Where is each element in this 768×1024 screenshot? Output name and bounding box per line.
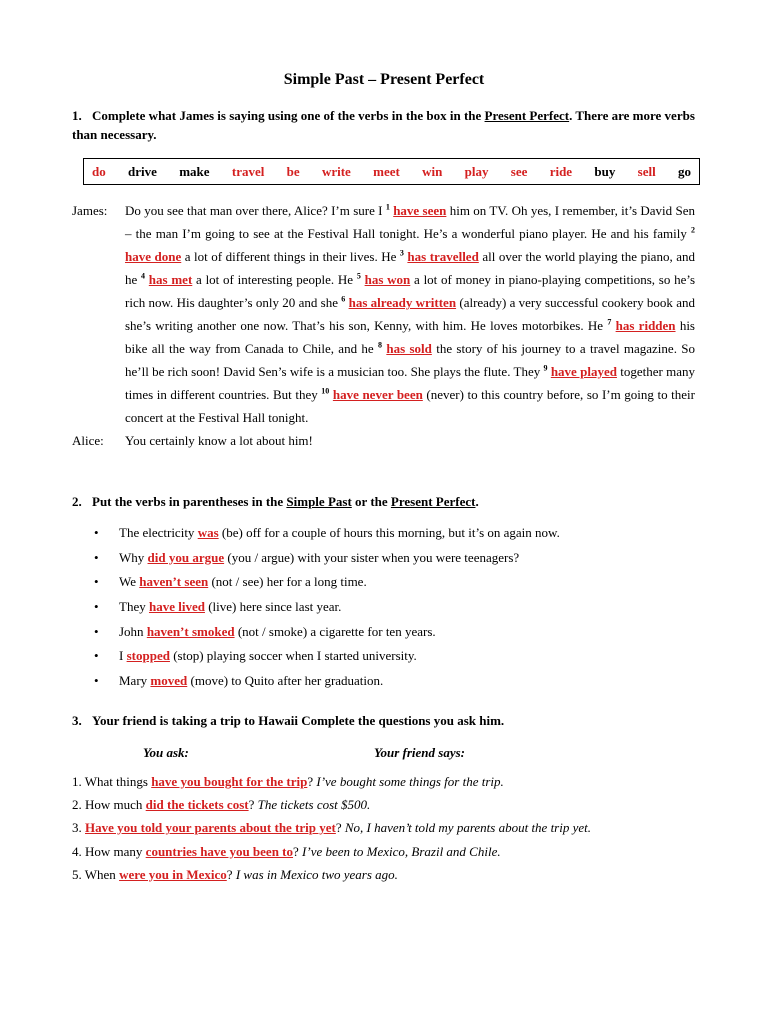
- friend-reply: I was in Mexico two years ago.: [235, 866, 398, 882]
- section3-heading: 3. Your friend is taking a trip to Hawaii Complete the questions you ask him.: [72, 713, 505, 728]
- answer-8: has sold: [386, 341, 432, 356]
- answer-3: has travelled: [407, 249, 479, 264]
- question-item: 2. How much did the tickets cost? The tickets cost $500.: [72, 797, 371, 813]
- list-item: • Why did you argue (you / argue) with your sister when you were teenagers?: [72, 546, 692, 571]
- answer-1: have seen: [393, 203, 447, 218]
- answer-6: has already written: [348, 295, 457, 310]
- answer: stopped: [126, 648, 170, 664]
- verb-option: do: [92, 164, 106, 179]
- answer-7: has ridden: [615, 318, 676, 333]
- verb-option: travel: [231, 164, 265, 179]
- answer: have lived: [148, 599, 205, 615]
- alice-speech: You certainly know a lot about him!: [125, 433, 313, 448]
- list-item: • I stopped (stop) playing soccer when I started university.: [72, 644, 692, 669]
- you-ask-label: You ask:: [143, 745, 189, 760]
- answer: countries have you been to: [145, 843, 294, 859]
- section1-heading: 1. Complete what James is saying using one of the verbs in the box in the Present Perfect. There are more verbs than necessary.: [72, 108, 695, 142]
- answer-9: have played: [550, 364, 617, 379]
- friend-reply: No, I haven’t told my parents about the trip yet.: [344, 820, 592, 836]
- answer-4: has met: [148, 272, 193, 287]
- dialogue: [72, 199, 697, 452]
- question-item: 4. How many countries have you been to? I’ve been to Mexico, Brazil and Chile.: [72, 843, 501, 859]
- answer: Have you told your parents about the trip yet: [85, 820, 336, 836]
- answer: did you argue: [147, 549, 225, 565]
- section3-list: [72, 770, 712, 886]
- answer-5: has won: [364, 272, 411, 287]
- answer: moved: [150, 673, 188, 689]
- section2-heading: 2. Put the verbs in parentheses in the Simple Past or the Present Perfect.: [72, 494, 479, 509]
- list-item: • Mary moved (move) to Quito after her graduation.: [72, 669, 692, 694]
- list-item: • The electricity was (be) off for a couple of hours this morning, but it’s on again now.: [72, 521, 692, 546]
- question-item: 3. Have you told your parents about the trip yet? No, I haven’t told my parents about the trip yet.: [72, 820, 592, 836]
- question-item: 5. When were you in Mexico? I was in Mexico two years ago.: [72, 866, 398, 882]
- answer-2: have done: [125, 249, 182, 264]
- verb-option: write: [321, 164, 351, 179]
- verb-option: ride: [549, 164, 573, 179]
- speaker-james: James:: [72, 203, 108, 218]
- james-turn: [72, 199, 697, 429]
- verb-option: make: [179, 164, 210, 179]
- friend-reply: The tickets cost $500.: [257, 797, 371, 813]
- verb-option: win: [422, 164, 443, 179]
- james-speech: Do you see that man over there, Alice? I’m sure I $^1$ have seen him on TV. Oh yes, I remember, it’s David Sen – the man I’m going to see at the Festival Hall tonight. He’s a wonderful piano player. He and his family $^2$ have done a lot of different things in their lives. He $^3$ has travelled all over the world playing the piano, and he $^4$ has met a lot of interesting people. He $^5$ has won a lot of money in piano-playing competitions, so he’s rich now. His daughter’s only 20 and she $^6$ has already written (already) a very successful cookery book and she’s writing another one now. That’s his son, Kenny, with him. He loves motorbikes. He $^7$ has ridden his bike all the way from Canada to Chile, and he $^8$ has sold the story of his journey to a travel magazine. So he’ll be rich soon! David Sen’s wife is a musician too. She plays the flute. They $^9$ have played together many times in different countries. But they $^{10}$ have never been (never) to this country before, so I’m going to their concert at the Festival Hall tonight.: [125, 202, 696, 425]
- list-item: • We haven’t seen (not / see) her for a long time.: [72, 570, 692, 595]
- page-title: Simple Past – Present Perfect: [283, 71, 485, 88]
- list-item: • John haven’t smoked (not / smoke) a cigarette for ten years.: [72, 620, 692, 645]
- answer: were you in Mexico: [119, 866, 227, 882]
- alice-turn: [72, 429, 697, 452]
- verb-option: go: [678, 164, 691, 179]
- answer: was: [197, 525, 219, 540]
- verb-option: be: [286, 164, 300, 179]
- answer: haven’t seen: [139, 574, 209, 590]
- answer: did the tickets cost: [145, 797, 249, 813]
- answer: have you bought for the trip: [151, 774, 308, 789]
- question-item: 1. What things have you bought for the trip? I’ve bought some things for the trip.: [72, 774, 504, 789]
- verb-option: drive: [128, 164, 157, 179]
- speaker-alice: Alice:: [72, 433, 104, 448]
- list-item: • They have lived (live) here since last year.: [72, 595, 692, 620]
- answer: haven’t smoked: [146, 623, 235, 639]
- verb-option: play: [464, 164, 489, 179]
- answer-10: have never been: [332, 387, 423, 402]
- verb-box: [83, 158, 700, 185]
- verb-option: meet: [373, 164, 400, 179]
- verb-option: see: [510, 164, 528, 179]
- friend-reply: I’ve been to Mexico, Brazil and Chile.: [302, 843, 501, 859]
- friend-reply: I’ve bought some things for the trip.: [316, 774, 504, 789]
- verb-option: buy: [594, 164, 616, 179]
- friend-says-label: Your friend says:: [374, 745, 466, 760]
- verb-option: sell: [637, 164, 656, 179]
- section2-list: [72, 521, 692, 694]
